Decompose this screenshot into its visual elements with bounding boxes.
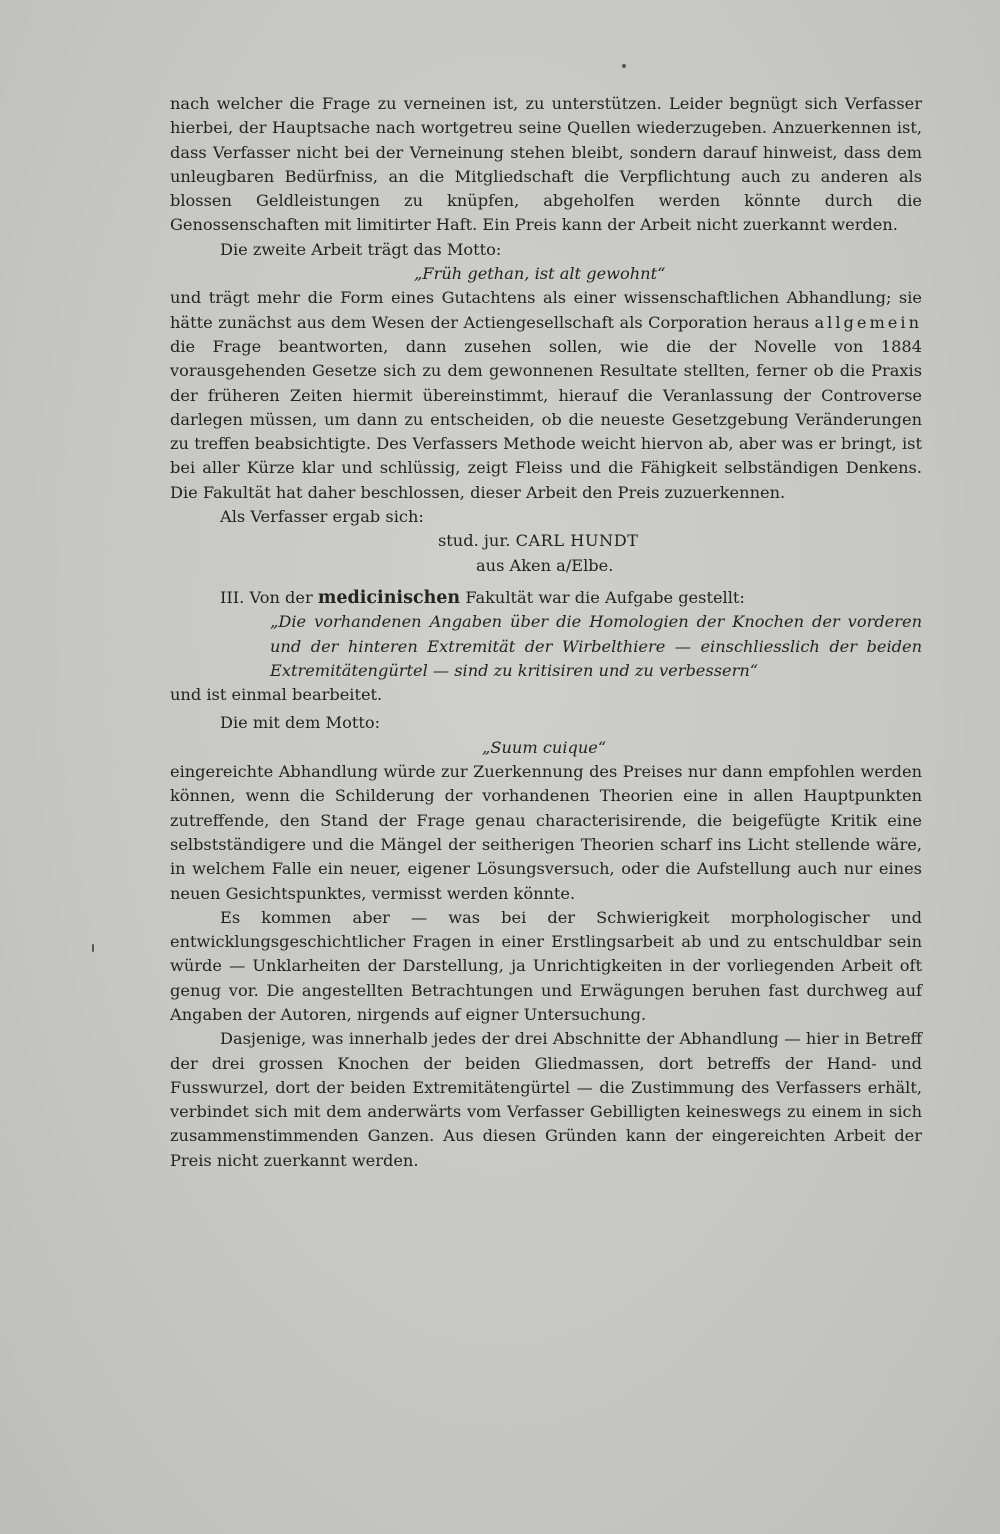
- paragraph-processed: und ist einmal bearbeitet.: [170, 685, 383, 705]
- motto-frueh-gethan: „Früh gethan, ist alt gewohnt“: [414, 264, 666, 284]
- motto-suum-cuique: „Suum cuique“: [482, 737, 607, 757]
- paragraph-conclusion: Dasjenige, was innerhalb jedes der drei Abschnitte der Abhandlung — hier in Betreff der drei grossen Knochen der beiden Gliedmassen, dort betreffs der Hand- und Fusswurzel, dort der beiden Extremitätengürtel — die Zustimmung des Verfassers erhält, verbindet sich mit dem anderwärts vom Verfasser Gebilligten keineswegs zu einem in sich zusammenstimmenden Ganzen. Aus diesen Gründen kann der eingereichten Arbeit der Preis nicht zuerkannt werden.: [170, 1029, 922, 1170]
- section-number: III.: [220, 587, 245, 607]
- paragraph-unclarities: Es kommen aber — was bei der Schwierigkeit morphologischer und entwicklungsgeschichtlicher Fragen in einer Erstlingsarbeit ab und zu entschuldbar sein würde — Unklarheiten der Darstellung, ja Unrichtigkeiten in der vorliegenden Arbeit oft genug vor. Die angestellten Betrachtungen und Erwägungen beruhen fast durchweg auf Angaben der Autoren, nirgends auf eigner Untersuchung.: [170, 907, 922, 1024]
- section-heading-iii: [170, 586, 922, 610]
- paper-speck: [92, 944, 94, 952]
- author-prefix: stud. jur.: [438, 531, 511, 551]
- paragraph-continuation: nach welcher die Frage zu verneinen ist, zu unterstützen. Leider begnügt sich Verfasser hierbei, der Hauptsache nach wortgetreu seine Quellen wiederzugeben. Anzuerkennen ist, dass Verfasser nicht bei der Verneinung stehen bleibt, sondern darauf hinweist, dass dem unleugbaren Bedürfniss, an die Mitgliedschaft die Verpflichtung auch zu anderen als blossen Geldleistungen zu knüpfen, abgeholfen werden könnte durch die Genossenschaften mit limitirter Haft. Ein Preis kann der Arbeit nicht zuerkannt werden.: [170, 94, 922, 235]
- assessment-text-b: die Frage beantworten, dann zusehen sollen, wie die der Novelle von 1884 vorausgehenden Gesetze sich zu dem gewonnenen Resultate stellten, ferner ob die Praxis der früheren Zeiten hiermit übereinstimmt, hierauf die Veranlassung der Controverse darlegen müssen, um dann zu entscheiden, ob die neueste Gesetzgebung Veränderungen zu treffen beabsichtigte. Des Verfassers Methode weicht hiervon ab, aber was er bringt, ist bei aller Kürze klar und schlüssig, zeigt Fleiss und die Fähigkeit selbständigen Denkens. Die Fakultät hat daher beschlossen, dieser Arbeit den Preis zuzuerkennen.: [170, 336, 922, 502]
- task-quote: „Die vorhandenen Angaben über die Homologien der Knochen der vorderen und der hinteren Extremität der Wirbelthiere — einschliesslich der beiden Extremitätengürtel — sind zu kritisiren und zu verbessern“: [270, 612, 922, 680]
- section-post: Fakultät war die Aufgabe gestellt:: [465, 587, 745, 607]
- paragraph-evaluation: eingereichte Abhandlung würde zur Zuerkennung des Preises nur dann empfohlen werden können, wenn die Schilderung der vorhandenen Theorien eine in allen Hauptpunkten zutreffende, den Stand der Frage genau characterisirende, die beigefügte Kritik eine selbstständigere und die Mängel der seitherigen Theorien scharf ins Licht stellende wäre, in welchem Falle ein neuer, eigener Lösungsversuch, oder die Aufstellung auch nur eines neuen Gesichtspunktes, vermisst werden könnte.: [170, 762, 922, 903]
- section-pre: Von der: [249, 587, 313, 607]
- faculty-name: medicinischen: [317, 587, 461, 608]
- paragraph-author-intro: Als Verfasser ergab sich:: [220, 507, 424, 527]
- paragraph-motto-intro: Die mit dem Motto:: [220, 713, 381, 733]
- author-line: [170, 529, 922, 553]
- assessment-text-a: und trägt mehr die Form eines Gutachtens als einer wissenschaftlichen Abhandlung; sie hätte zunächst aus dem Wesen der Actiengesellschaft als Corporation heraus: [170, 288, 922, 332]
- spaced-word: allgemein: [814, 312, 922, 332]
- paper-speck: [622, 64, 626, 68]
- paragraph-second-work: Die zweite Arbeit trägt das Motto:: [220, 239, 502, 259]
- paragraph-assessment: [170, 286, 922, 505]
- text-column: [170, 92, 922, 1173]
- author-place: aus Aken a/Elbe.: [476, 555, 614, 575]
- author-name: CARL HUNDT: [515, 531, 639, 551]
